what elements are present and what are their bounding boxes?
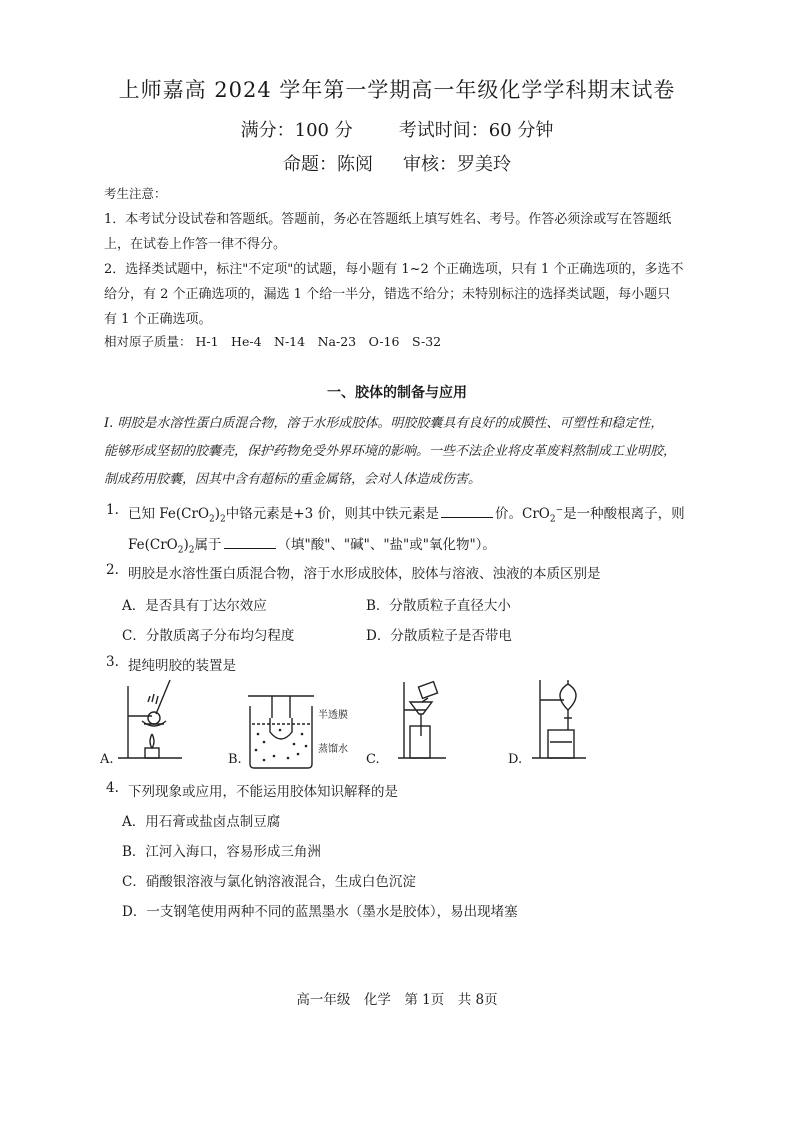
q4-option-c[interactable]: C．硝酸银溶液与氯化钠溶液混合，生成白色沉淀	[122, 874, 416, 890]
q4-stem: 下列现象或应用，不能运用胶体知识解释的是	[128, 784, 398, 800]
q2-number: 2.	[106, 562, 119, 578]
q1-blank-1[interactable]	[441, 503, 493, 518]
apparatus-b-dialysis-icon	[244, 690, 318, 772]
section-title: 一、胶体的制备与应用	[327, 385, 467, 401]
q1-blank-2[interactable]	[224, 534, 276, 549]
intro-line1: I. 明胶是水溶性蛋白质混合物，溶于水形成胶体。明胶胶囊具有良好的成膜性、可塑性和稳定性，	[104, 416, 664, 431]
intro-line3: 制成药用胶囊，因其中含有超标的重金属铬，会对人体造成伤害。	[104, 472, 482, 487]
q4-number: 4.	[106, 780, 119, 796]
q4-option-a[interactable]: A．用石膏或盐卤点制豆腐	[122, 814, 281, 830]
q3-option-a[interactable]: A.	[100, 752, 114, 767]
q4-option-d[interactable]: D．一支钢笔使用两种不同的蓝黑墨水（墨水是胶体），易出现堵塞	[122, 904, 518, 920]
q2-option-b[interactable]: B．分散质粒子直径大小	[366, 598, 511, 614]
apparatus-c-filtration-icon	[396, 676, 452, 764]
notice-item2-line2: 给分，有 2 个正确选项的，漏选 1 个给一半分，错选不给分；未特别标注的选择类试题，每小题只	[104, 287, 671, 302]
page-footer: 高一年级 化学 第 1页 共 8页	[296, 992, 498, 1008]
author: 命题：陈阅	[283, 154, 373, 175]
reviewer: 审核：罗美玲	[403, 154, 511, 175]
q3-number: 3.	[106, 654, 119, 670]
q3-stem: 提纯明胶的装置是	[128, 658, 236, 674]
notice-item1-line2: 上，在试卷上作答一律不得分。	[104, 237, 287, 252]
q1-number: 1.	[106, 502, 119, 518]
intro-line2: 能够形成坚韧的胶囊壳，保护药物免受外界环境的影响。一些不法企业将皮革废料熬制成工业明胶，	[104, 444, 677, 459]
notice-heading: 考生注意：	[104, 186, 167, 201]
q2-option-d[interactable]: D．分散质粒子是否带电	[366, 628, 512, 644]
notice-item2-line1: 2．选择类试题中，标注"不定项"的试题，每小题有 1~2 个正确选项，只有 1 个正确选项的，多选不	[104, 262, 684, 277]
label-semipermeable-membrane: 半透膜	[318, 710, 348, 721]
q2-option-c[interactable]: C．分散质离子分布均匀程度	[122, 628, 295, 644]
exam-meta-line2	[0, 150, 794, 176]
q2-option-a[interactable]: A．是否具有丁达尔效应	[122, 598, 267, 614]
exam-meta-line1	[0, 116, 794, 142]
full-score: 满分：100 分	[240, 120, 353, 141]
q3-option-b[interactable]: B.	[228, 752, 242, 767]
atomic-mass: 相对原子质量： H-1 He-4 N-14 Na-23 O-16 S-32	[104, 334, 442, 349]
notice-item2-line3: 有 1 个正确选项。	[104, 312, 212, 327]
q3-option-d[interactable]: D.	[508, 752, 523, 767]
exam-time: 考试时间：60 分钟	[398, 120, 554, 141]
exam-title: 上师嘉高 2024 学年第一学期高一年级化学学科期末试卷	[118, 78, 676, 102]
apparatus-d-separatory-funnel-icon	[530, 676, 592, 764]
label-distilled-water: 蒸馏水	[318, 744, 348, 755]
notice-item1-line1: 1．本考试分设试卷和答题纸。答题前，务必在答题纸上填写姓名、考号。作答必须涂或写在答题纸	[104, 212, 672, 227]
q4-option-b[interactable]: B．江河入海口，容易形成三角洲	[122, 844, 321, 860]
q1-line2: $Fe(CrO_2)_2$属于 （填"酸"、"碱"、"盐"或"氧化物"）。	[128, 533, 496, 556]
q2-stem: 明胶是水溶性蛋白质混合物，溶于水形成胶体，胶体与溶液、浊液的本质区别是	[128, 566, 601, 582]
apparatus-a-evaporation-icon	[112, 676, 186, 764]
q1-line1: 已知 $Fe(CrO_2)_2$中铬元素是+3 价，则其中铁元素是 价。CrO$_2$−是一种酸根离子，则	[128, 502, 685, 525]
q3-option-c[interactable]: C.	[366, 752, 380, 767]
